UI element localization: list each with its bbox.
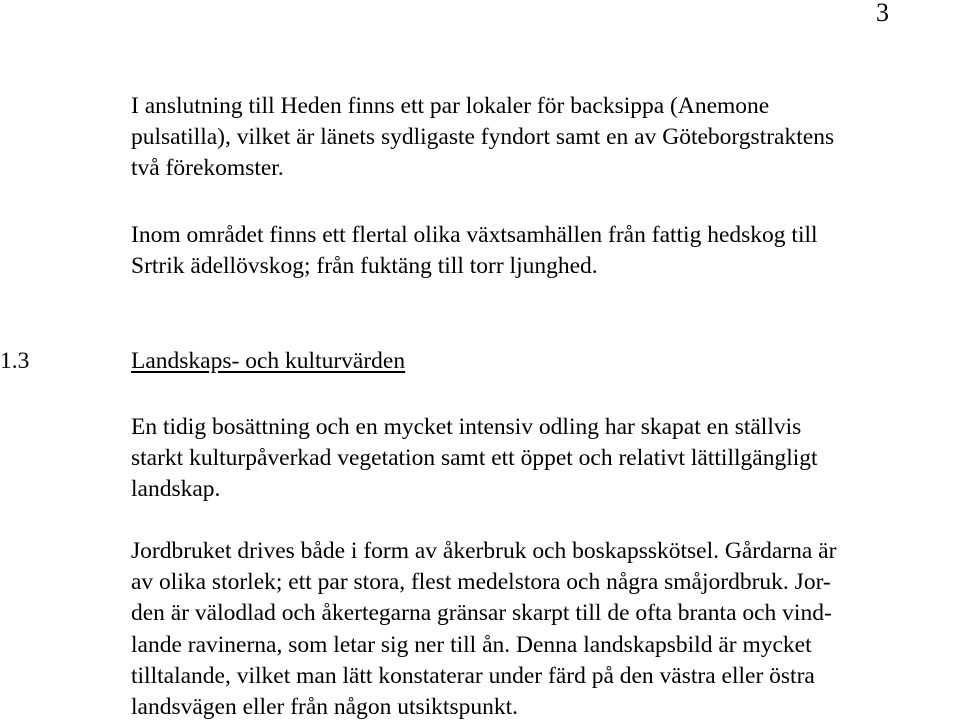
text-line: landskap. — [131, 476, 221, 503]
paragraph-backsippa — [131, 91, 931, 185]
text-line: av olika storlek; ett par stora, flest medelstora och några småjordbruk. Jor- — [131, 569, 831, 596]
section-number: 1.3 — [0, 348, 30, 374]
page-number: 3 — [876, 0, 889, 27]
text-line: två förekomster. — [131, 155, 284, 182]
text-line: landsvägen eller från någon utsiktspunkt. — [131, 694, 519, 721]
text-line: Inom området finns ett flertal olika växtsamhällen från fattig hedskog till — [131, 222, 818, 248]
paragraph-jordbruket — [131, 536, 931, 723]
text-line: pulsatilla), vilket är länets sydligaste fyndort samt en av Göteborgstraktens — [131, 124, 835, 151]
text-line: starkt kulturpåverkad vegetation samt ett öppet och relativt lättillgängligt — [131, 445, 818, 472]
paragraph-bosattning — [131, 412, 931, 506]
text-line: En tidig bosättning och en mycket intensiv odling har skapat en ställvis — [131, 414, 802, 440]
paragraph-vaxtsamhallen — [131, 220, 931, 282]
text-line: lande ravinerna, som letar sig ner till ån. Denna landskapsbild är mycket — [131, 631, 812, 658]
text-line: I anslutning till Heden finns ett par lokaler för backsippa (Anemone — [131, 93, 770, 119]
text-line: den är välodlad och åkertegarna gränsar skarpt till de ofta branta och vind- — [131, 600, 832, 627]
section-title: Landskaps- och kulturvärden — [131, 348, 406, 374]
text-line: Jordbruket drives både i form av åkerbruk och boskapsskötsel. Gårdarna är — [131, 538, 837, 564]
text-line: tilltalande, vilket man lätt konstaterar under färd på den västra eller östra — [131, 662, 815, 689]
text-line: Srtrik ädellövskog; från fuktäng till torr ljunghed. — [131, 253, 598, 280]
